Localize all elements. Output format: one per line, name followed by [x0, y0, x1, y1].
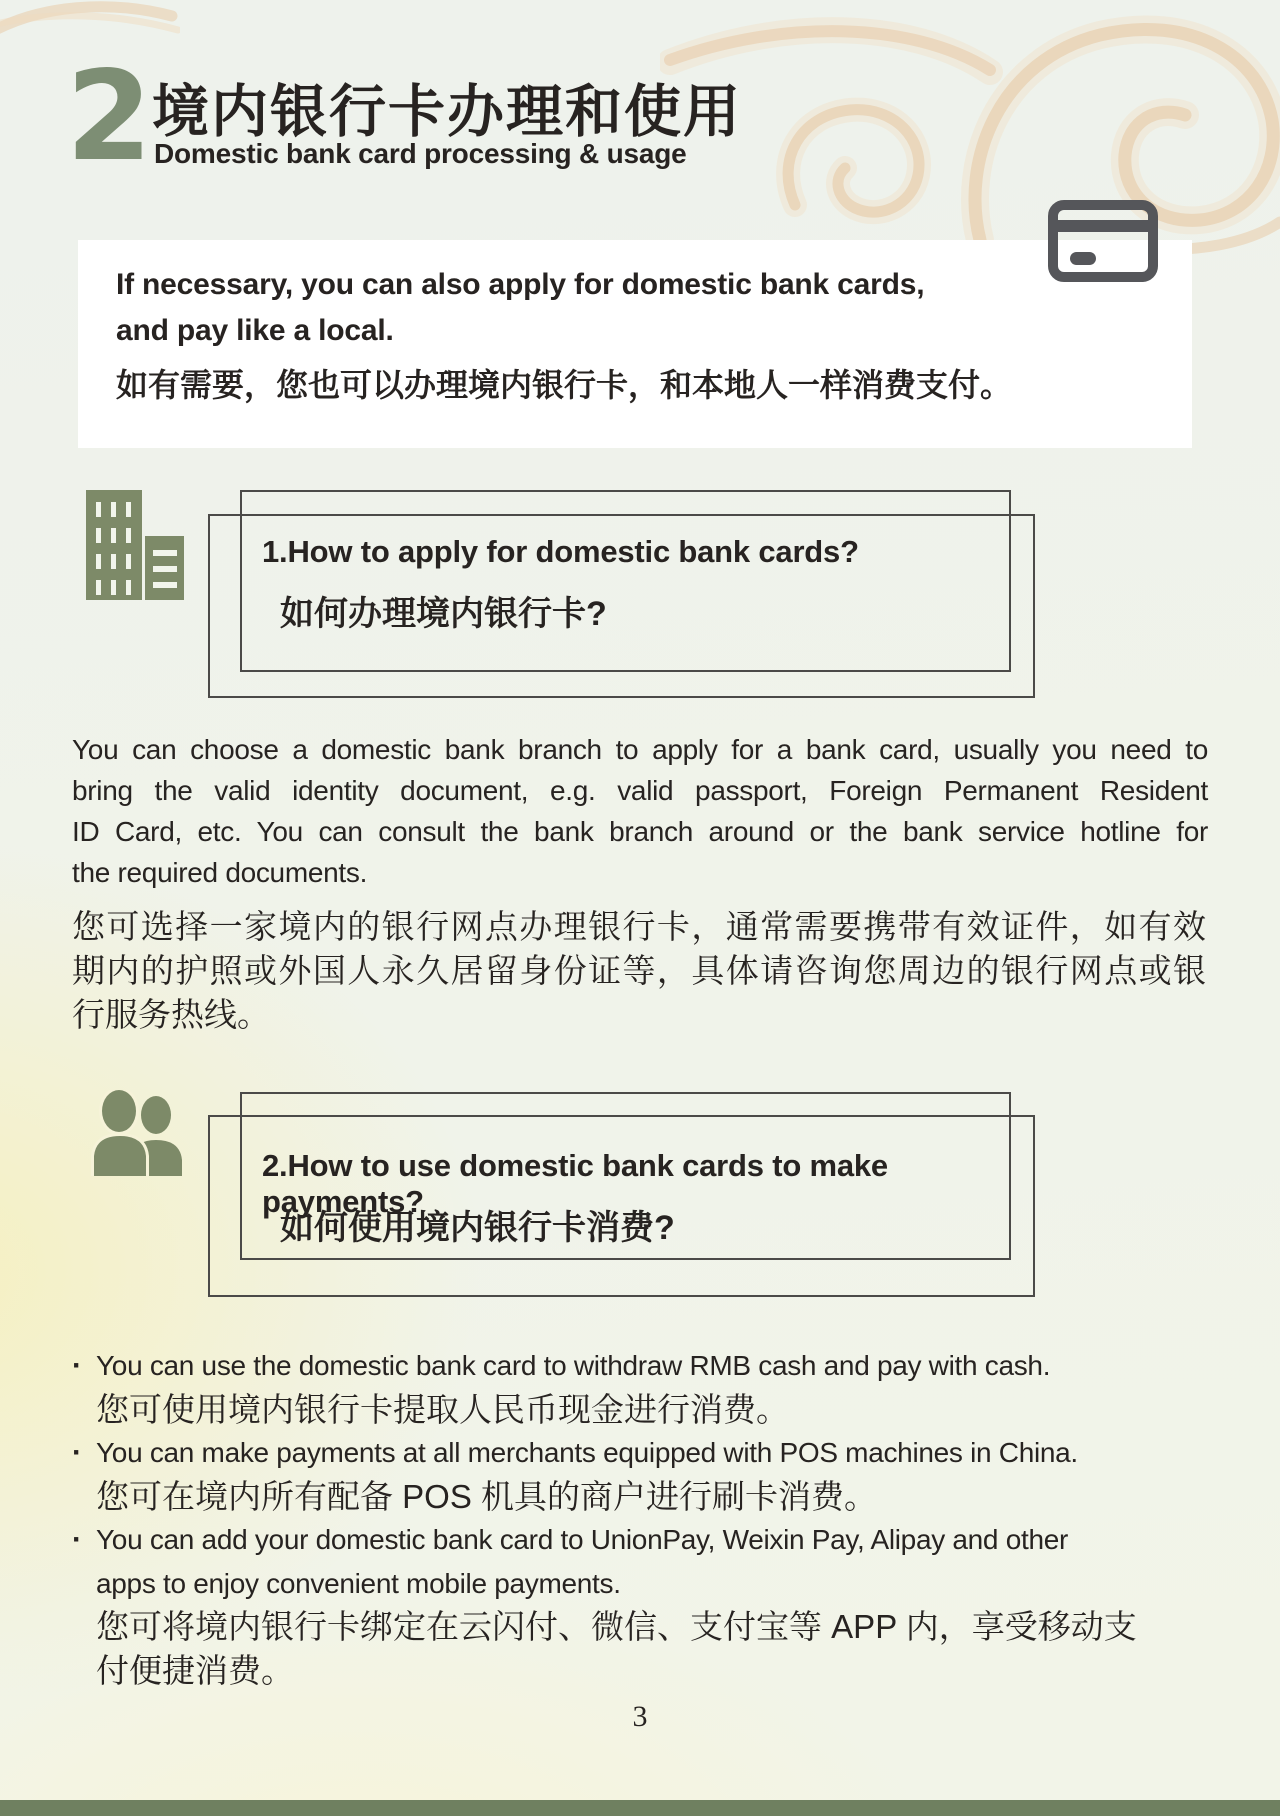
section1-heading-en: 1.How to apply for domestic bank cards?	[262, 534, 859, 569]
corner-swirl-ornament	[0, 0, 180, 44]
page-number: 3	[632, 1700, 648, 1733]
section1-body-zh	[72, 905, 1206, 1037]
intro-text-en-line2: and pay like a local.	[116, 314, 394, 347]
page-subtitle-en: Domestic bank card processing & usage	[154, 138, 687, 169]
list-item	[72, 1518, 1214, 1562]
list-item-text-zh: 您可将境内银行卡绑定在云闪付、微信、支付宝等 APP 内，享受移动支	[96, 1608, 1137, 1645]
list-item-zh	[72, 1388, 1214, 1432]
section2-heading-en: 2.How to use domestic bank cards to make payments?	[262, 1148, 888, 1219]
body-line: the required documents.	[72, 857, 368, 888]
body-line: ID Card, etc. You can consult the bank branch around or the bank service hotline for	[72, 816, 1208, 847]
intro-panel	[78, 240, 1192, 448]
section2-heading-box	[205, 1092, 1037, 1300]
body-line: 行服务热线。	[72, 996, 270, 1033]
people-icon	[90, 1090, 186, 1176]
section1-body-en	[72, 729, 1208, 893]
payment-tips-list	[72, 1344, 1214, 1692]
list-item-continuation	[72, 1562, 1214, 1606]
list-item-text-en: You can make payments at all merchants equipped with POS machines in China.	[96, 1437, 1078, 1468]
list-item-text-en: You can add your domestic bank card to UnionPay, Weixin Pay, Alipay and other	[96, 1524, 1069, 1555]
list-item-zh-continuation	[72, 1649, 1214, 1693]
intro-text-en-line1: If necessary, you can also apply for domestic bank cards,	[116, 268, 925, 301]
list-item	[72, 1344, 1214, 1388]
cloud-ornament	[660, 0, 1280, 272]
page-title-zh: 境内银行卡办理和使用	[152, 80, 742, 144]
section1-heading-box	[205, 490, 1037, 702]
bank-building-icon	[86, 490, 184, 600]
bullet-dot: ·	[72, 1436, 82, 1469]
section2-heading-zh: 如何使用境内银行卡消费?	[280, 1209, 675, 1247]
list-item-text-en: apps to enjoy convenient mobile payments.	[96, 1567, 621, 1599]
section-number-badge: 2	[66, 45, 153, 189]
bullet-dot: ·	[72, 1523, 82, 1556]
body-line: 期内的护照或外国人永久居留身份证等，具体请咨询您周边的银行网点或银	[72, 952, 1206, 989]
list-item-zh	[72, 1605, 1214, 1649]
list-item-zh	[72, 1475, 1214, 1519]
bank-card-icon	[1048, 200, 1158, 282]
body-line: 您可选择一家境内的银行网点办理银行卡，通常需要携带有效证件，如有效	[72, 908, 1206, 945]
body-line: bring the valid identity document, e.g. valid passport, Foreign Permanent Resident	[72, 775, 1208, 806]
list-item-text-zh: 您可在境内所有配备 POS 机具的商户进行刷卡消费。	[96, 1477, 878, 1515]
body-line: You can choose a domestic bank branch to apply for a bank card, usually you need to	[72, 734, 1208, 765]
bullet-dot: ·	[72, 1349, 82, 1382]
section1-heading-zh: 如何办理境内银行卡?	[280, 595, 607, 633]
bottom-accent-bar	[0, 1800, 1280, 1816]
list-item-text-zh: 您可使用境内银行卡提取人民币现金进行消费。	[96, 1390, 789, 1428]
list-item-text-zh: 付便捷消费。	[96, 1651, 294, 1689]
intro-text-zh: 如有需要，您也可以办理境内银行卡，和本地人一样消费支付。	[116, 367, 1013, 403]
list-item	[72, 1431, 1214, 1475]
list-item-text-en: You can use the domestic bank card to withdraw RMB cash and pay with cash.	[96, 1350, 1051, 1381]
